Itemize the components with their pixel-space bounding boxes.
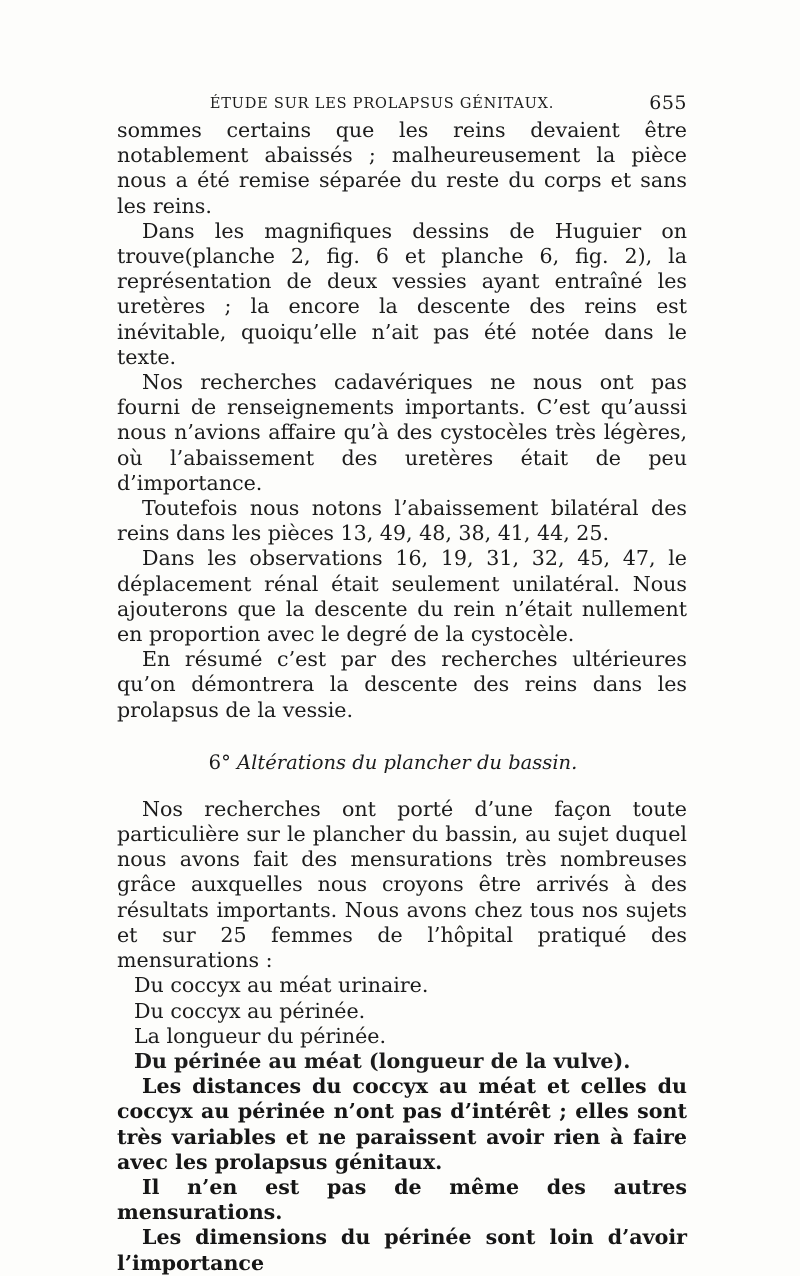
paragraph: Les dimensions du périnée sont loin d’avoir l’importance [117, 1225, 687, 1275]
paragraph: Nos recherches cadavériques ne nous ont pas fourni de renseignements importants. C’est qu’aussi nous n’avions affaire qu’à des cystocèles très légères, où l’abaissement des uretères était de peu d’importance. [117, 370, 687, 495]
body-text [117, 118, 687, 1276]
paragraph: Nos recherches ont porté d’une façon toute particulière sur le plancher du bassin, au sujet duquel nous avons fait des mensurations très nombreuses grâce auxquelles nous croyons être arrivés à des résultats importants. Nous avons chez tous nos sujets et sur 25 femmes de l’hôpital pratiqué des mensurations : [117, 796, 687, 973]
paragraph: Les distances du coccyx au méat et celles du coccyx au périnée n’ont pas d’intérêt ; elles sont très variables et ne paraissent avoir rien à faire avec les prolapsus génitaux. [117, 1074, 687, 1174]
section-heading [117, 751, 687, 775]
running-title: ÉTUDE SUR LES PROLAPSUS GÉNITAUX. [209, 96, 555, 112]
paragraph: Il n’en est pas de même des autres mensurations. [117, 1174, 687, 1225]
paragraph: Dans les magnifiques dessins de Huguier on trouve(planche 2, fig. 6 et planche 6, fig. 2), la représentation de deux vessies ayant entraîné les uretères ; la encore la descente des reins est inévitable, quoiqu’elle n’ait pas été notée dans le texte. [117, 218, 687, 369]
page-number: 655 [649, 92, 687, 114]
section-number: 6° [208, 750, 231, 774]
paragraph: Toutefois nous notons l’abaissement bilatéral des reins dans les pièces 13, 49, 48, 38, 41, 44, 25. [117, 496, 687, 546]
list-item: Du coccyx au périnée. [134, 998, 366, 1023]
paragraph: En résumé c’est par des recherches ultérieures qu’on démontrera la descente des reins dans les prolapsus de la vessie. [117, 647, 687, 722]
list-item: Du coccyx au méat urinaire. [134, 973, 429, 998]
list-item: La longueur du périnée. [134, 1023, 387, 1048]
bold-block [117, 1049, 687, 1276]
section-title: Altérations du plancher du bassin. [237, 750, 578, 774]
running-header [117, 92, 687, 118]
paragraph: Dans les observations 16, 19, 31, 32, 45, 47, le déplacement rénal était seulement unilatéral. Nous ajouterons que la descente du rein n’était nullement en proportion avec le degré de la cystocèle. [117, 546, 687, 647]
book-page [117, 92, 687, 1276]
paragraph: sommes certains que les reins devaient être notablement abaissés ; malheureusement la pièce nous a été remise séparée du reste du corps et sans les reins. [117, 118, 687, 218]
list-item: Du périnée au méat (longueur de la vulve). [134, 1048, 631, 1073]
